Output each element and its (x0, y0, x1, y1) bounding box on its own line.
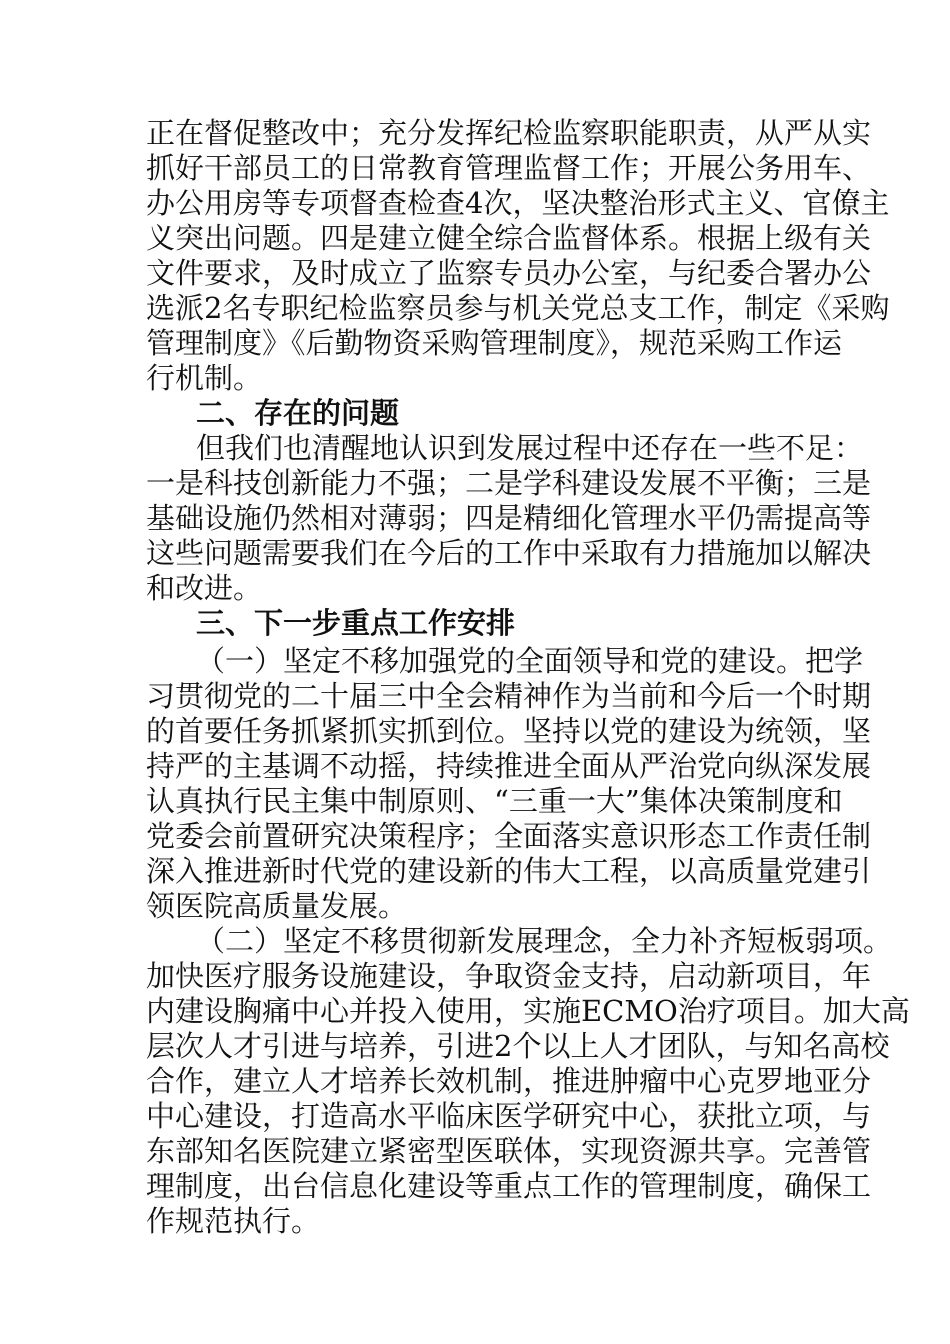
paragraph-line: 这些问题需要我们在今后的工作中采取有力措施加以解决 (146, 536, 872, 570)
paragraph-line: 深入推进新时代党的建设新的伟大工程，以高质量党建引 (146, 854, 872, 888)
section-heading: 二、存在的问题 (196, 396, 400, 430)
paragraph-line: 和改进。 (146, 571, 263, 605)
section-heading: 三、下一步重点工作安排 (196, 606, 516, 640)
paragraph-line: 持严的主基调不动摇，持续推进全面从严治党向纵深发展 (146, 749, 872, 783)
paragraph-line: 合作，建立人才培养长效机制，推进肿瘤中心克罗地亚分 (146, 1064, 872, 1098)
paragraph-line: 党委会前置研究决策程序；全面落实意识形态工作责任制 (146, 819, 872, 853)
paragraph-line: 加快医疗服务设施建设，争取资金支持，启动新项目，年 (146, 959, 872, 993)
paragraph-line: 一是科技创新能力不强；二是学科建设发展不平衡；三是 (146, 466, 872, 500)
paragraph-line: 选派2名专职纪检监察员参与机关党总支工作，制定《采购 (146, 291, 890, 325)
paragraph-line: 层次人才引进与培养，引进2个以上人才团队，与知名高校 (146, 1029, 890, 1063)
paragraph-line: 领医院高质量发展。 (146, 889, 408, 923)
paragraph-line: 作规范执行。 (146, 1204, 321, 1238)
paragraph-line: 管理制度》《后勤物资采购管理制度》，规范采购工作运 (146, 326, 843, 360)
paragraph-line: 习贯彻党的二十届三中全会精神作为当前和今后一个时期 (146, 679, 872, 713)
paragraph-line: 理制度，出台信息化建设等重点工作的管理制度，确保工 (146, 1169, 872, 1203)
paragraph-line: 基础设施仍然相对薄弱；四是精细化管理水平仍需提高等 (146, 501, 872, 535)
paragraph-line: 但我们也清醒地认识到发展过程中还存在一些不足： (196, 431, 864, 465)
paragraph-line: 认真执行民主集中制原则、“三重一大”集体决策制度和 (146, 784, 843, 818)
paragraph-line: 抓好干部员工的日常教育管理监督工作；开展公务用车、 (146, 151, 872, 185)
subsection-lead-line: （一）坚定不移加强党的全面领导和党的建设。把学 (196, 644, 864, 678)
paragraph-line: 中心建设，打造高水平临床医学研究中心，获批立项，与 (146, 1099, 872, 1133)
paragraph-line: 义突出问题。四是建立健全综合监督体系。根据上级有关 (146, 221, 872, 255)
paragraph-line: 办公用房等专项督查检查4次，坚决整治形式主义、官僚主 (146, 186, 890, 220)
paragraph-line: 文件要求，及时成立了监察专员办公室，与纪委合署办公 (146, 256, 872, 290)
paragraph-line: 内建设胸痛中心并投入使用，实施ECMO治疗项目。加大高 (146, 994, 910, 1028)
paragraph-line: 东部知名医院建立紧密型医联体，实现资源共享。完善管 (146, 1134, 872, 1168)
paragraph-line: 的首要任务抓紧抓实抓到位。坚持以党的建设为统领，坚 (146, 714, 872, 748)
paragraph-line: 正在督促整改中；充分发挥纪检监察职能职责，从严从实 (146, 116, 872, 150)
subsection-lead-line: （二）坚定不移贯彻新发展理念，全力补齐短板弱项。 (196, 924, 893, 958)
paragraph-line: 行机制。 (146, 361, 263, 395)
